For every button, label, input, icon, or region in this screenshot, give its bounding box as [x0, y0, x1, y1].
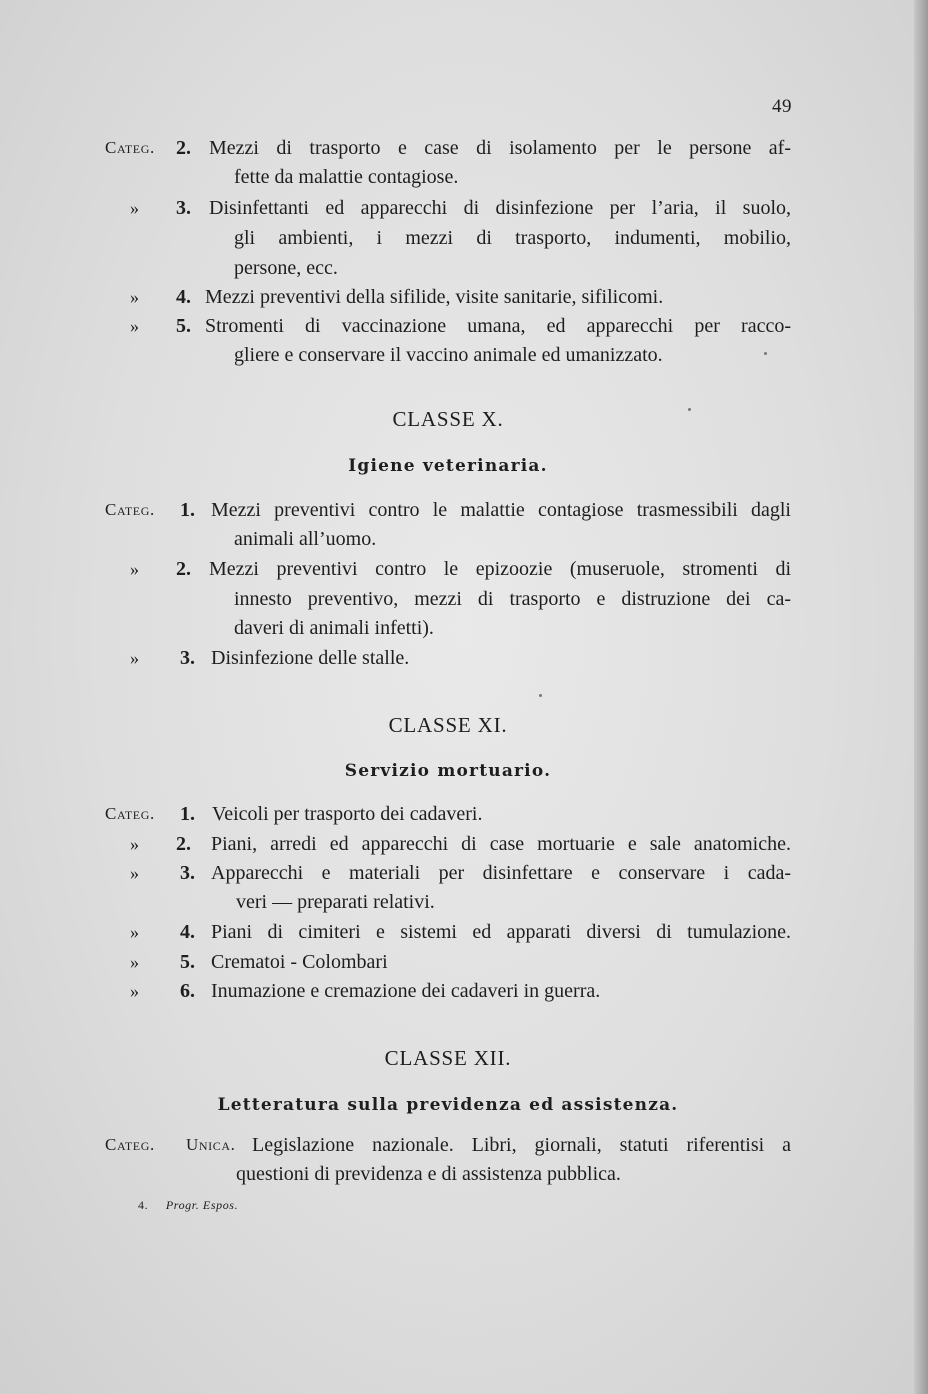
item-text-line: Mezzi preventivi contro le epizoozie (museruole, stromenti di [209, 558, 791, 580]
item-number: 5. [180, 951, 195, 973]
ditto-mark: » [130, 648, 139, 668]
class-subtitle: Igiene veterinaria. [348, 456, 548, 476]
item-text-line: gli ambienti, i mezzi di trasporto, indumenti, mobilio, [234, 227, 791, 249]
class-subtitle: Letteratura sulla previdenza ed assistenza. [217, 1095, 679, 1115]
page-edge-shadow [914, 0, 928, 1394]
ditto-mark: » [130, 863, 139, 883]
item-number: 2. [176, 558, 191, 580]
item-text-line: Stromenti di vaccinazione umana, ed apparecchi per racco- [205, 315, 791, 337]
item-number: 1. [180, 803, 195, 825]
item-number: 1. [180, 499, 195, 521]
item-number: 5. [176, 315, 191, 337]
item-text-line: gliere e conservare il vaccino animale ed umanizzato. [234, 344, 663, 366]
ditto-mark: » [130, 316, 139, 336]
ditto-mark: » [130, 834, 139, 854]
page-number: 49 [772, 96, 792, 117]
item-text-line: innesto preventivo, mezzi di trasporto e distruzione dei ca- [234, 588, 791, 610]
footnote-text: Progr. Espos. [165, 1198, 239, 1212]
item-text-line: Disinfezione delle stalle. [211, 647, 410, 669]
item-text-line: Apparecchi e materiali per disinfettare e conservare i cada- [211, 862, 791, 884]
item-text-line: questioni di previdenza e di assistenza pubblica. [236, 1163, 621, 1185]
scan-speck [764, 352, 767, 355]
categ-label: Categ. [105, 804, 155, 823]
item-text-line: animali all’uomo. [234, 528, 377, 550]
ditto-mark: » [130, 287, 139, 307]
item-text-line: Mezzi preventivi della sifilide, visite sanitarie, sifilicomi. [205, 286, 664, 308]
item-number: 3. [180, 862, 195, 884]
item-text-line: Crematoi - Colombari [211, 951, 388, 973]
item-text-line: Piani, arredi ed apparecchi di case mortuarie e sale anatomiche. [211, 833, 791, 855]
ditto-mark: » [130, 981, 139, 1001]
item-text-line: persone, ecc. [234, 257, 338, 279]
item-text-line: daveri di animali infetti). [234, 617, 434, 639]
item-text-line: Mezzi preventivi contro le malattie contagiose trasmessibili dagli [211, 499, 791, 521]
item-text-line: Veicoli per trasporto dei cadaveri. [212, 803, 483, 825]
footnote-number: 4. [138, 1198, 149, 1212]
ditto-mark: » [130, 198, 139, 218]
ditto-mark: » [130, 559, 139, 579]
class-title: CLASSE X. [392, 407, 504, 431]
item-number: 3. [176, 197, 191, 219]
class-title: CLASSE XI. [388, 713, 508, 737]
categ-label: Categ. [105, 500, 155, 519]
item-text-line: veri — preparati relativi. [236, 891, 435, 913]
categ-label: Categ. [105, 1135, 155, 1154]
item-number: 2. [176, 833, 191, 855]
item-number: 6. [180, 980, 195, 1002]
item-number: 2. [176, 137, 191, 159]
ditto-mark: » [130, 952, 139, 972]
item-number: 3. [180, 647, 195, 669]
item-text-line: fette da malattie contagiose. [234, 166, 459, 188]
footnote [138, 1198, 238, 1213]
scan-speck [688, 408, 691, 411]
unica-label: Unica. [186, 1135, 236, 1154]
categ-label: Categ. [105, 138, 155, 157]
item-number: 4. [176, 286, 191, 308]
scan-speck [539, 694, 542, 697]
item-text-line: Legislazione nazionale. Libri, giornali, statuti riferentisi a [252, 1134, 791, 1156]
item-text-line: Piani di cimiteri e sistemi ed apparati diversi di tumulazione. [211, 921, 791, 943]
item-text-line: Mezzi di trasporto e case di isolamento per le persone af- [209, 137, 791, 159]
class-subtitle: Servizio mortuario. [344, 761, 552, 781]
class-title: CLASSE XII. [384, 1046, 512, 1070]
item-number: 4. [180, 921, 195, 943]
item-text-line: Inumazione e cremazione dei cadaveri in guerra. [211, 980, 601, 1002]
item-text-line: Disinfettanti ed apparecchi di disinfezione per l’aria, il suolo, [209, 197, 791, 219]
ditto-mark: » [130, 922, 139, 942]
